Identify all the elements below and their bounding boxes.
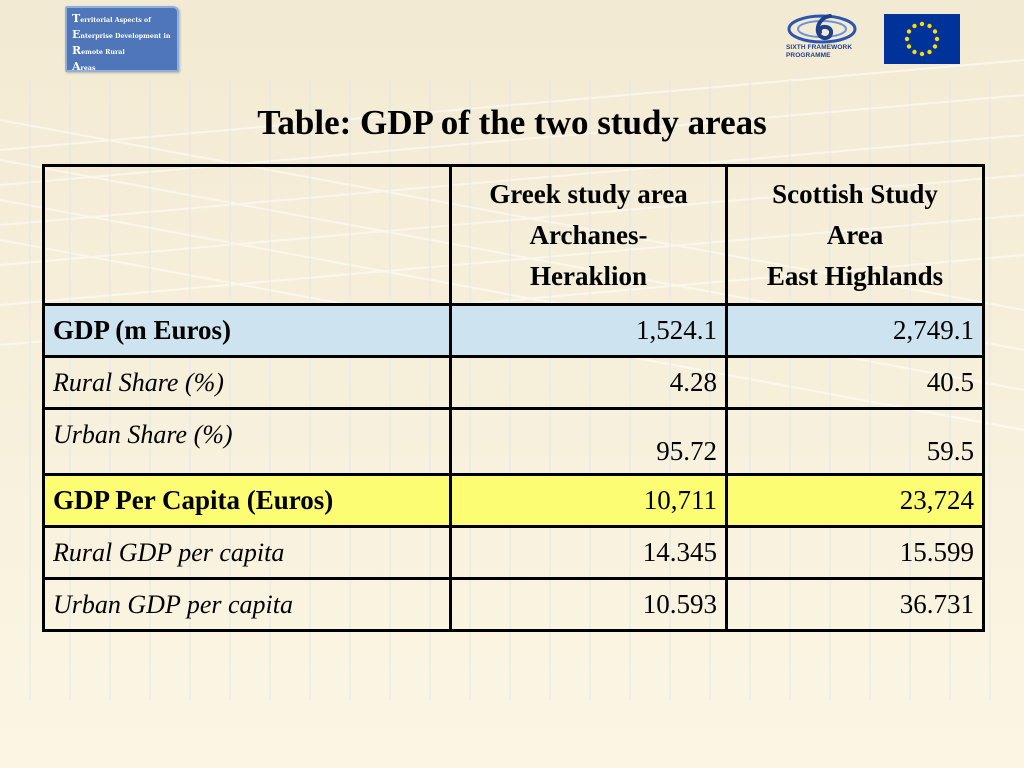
page-title: Table: GDP of the two study areas (257, 103, 767, 142)
table-row-urban-share (44, 409, 984, 475)
tera-logo-line: Areas (72, 60, 96, 73)
framework-text-line2: PROGRAMME (786, 52, 831, 59)
tera-logo-line: Remote Rural (72, 44, 125, 57)
scottish-value: 59.5 (727, 409, 984, 475)
header-empty-cell (44, 166, 451, 305)
eu-flag-icon (884, 14, 960, 64)
tera-logo (65, 6, 179, 72)
row-label: GDP (m Euros) (44, 305, 451, 357)
table-header-row (44, 166, 984, 305)
table-row-rural-gdp-per-capita (44, 527, 984, 579)
greek-value: 10,711 (451, 475, 727, 527)
table-row-gdp (44, 305, 984, 357)
greek-value: 95.72 (451, 409, 727, 475)
greek-value: 4.28 (451, 357, 727, 409)
scottish-value: 36.731 (727, 579, 984, 631)
sixth-framework-logo (783, 12, 861, 68)
tera-logo-line: Territorial Aspects of (72, 12, 151, 25)
row-label: Rural GDP per capita (44, 527, 451, 579)
scottish-value: 23,724 (727, 475, 984, 527)
table-row-gdp-per-capita (44, 475, 984, 527)
greek-value: 14.345 (451, 527, 727, 579)
greek-value: 1,524.1 (451, 305, 727, 357)
row-label: Urban GDP per capita (44, 579, 451, 631)
framework-text-line1: SIXTH FRAMEWORK (786, 44, 853, 51)
tera-logo-line: Enterprise Development in (72, 28, 171, 41)
row-label: Rural Share (%) (44, 357, 451, 409)
scottish-value: 40.5 (727, 357, 984, 409)
greek-value: 10.593 (451, 579, 727, 631)
row-label: Urban Share (%) (44, 409, 451, 475)
header-scottish-study-area: Scottish Study Area East Highlands (727, 166, 984, 305)
row-label: GDP Per Capita (Euros) (44, 475, 451, 527)
scottish-value: 2,749.1 (727, 305, 984, 357)
gdp-table (42, 164, 985, 632)
header-greek-study-area: Greek study area Archanes- Heraklion (451, 166, 727, 305)
scottish-value: 15.599 (727, 527, 984, 579)
table-row-urban-gdp-per-capita (44, 579, 984, 631)
table-row-rural-share (44, 357, 984, 409)
sixth-framework-emblem-icon (786, 12, 858, 44)
